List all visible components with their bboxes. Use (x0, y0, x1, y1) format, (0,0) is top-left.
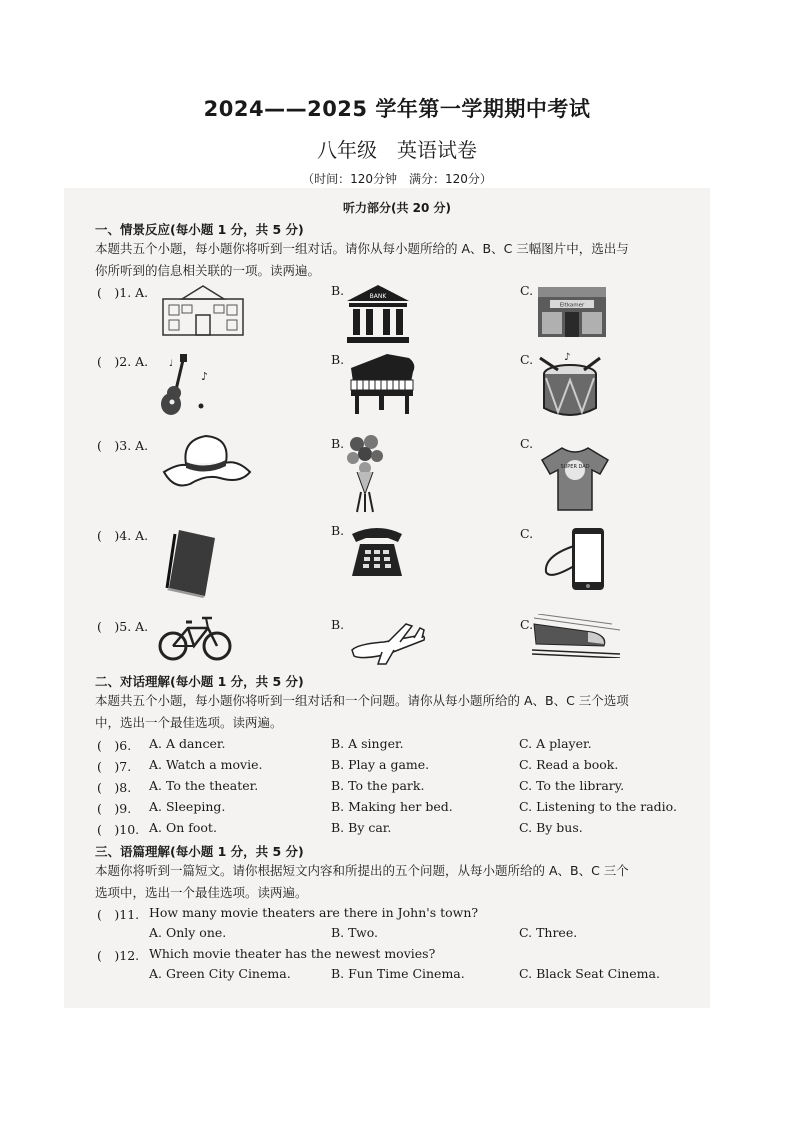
section1-instr-line2: 你所听到的信息相关联的一项。读两遍。 (95, 263, 321, 278)
q8-number: ( )8. (97, 780, 132, 795)
section3-instr-line1: 本题你将听到一篇短文。请你根据短文内容和所提出的五个问题，从每小题所给的 A、B、C 三个 (95, 863, 629, 878)
section3-instructions (95, 860, 695, 904)
q8-option-c[interactable]: C. To the library. (519, 778, 625, 793)
section1-heading: 一、情景反应(每小题 1 分，共 5 分) (95, 222, 304, 237)
bank-sign: BANK (369, 293, 387, 300)
shirt-text: SUPER DAD (560, 464, 590, 470)
q10-option-c[interactable]: C. By bus. (519, 820, 583, 835)
q12-question: Which movie theater has the newest movies? (149, 946, 436, 961)
q3-option-b-label: B. (331, 436, 345, 451)
q6-option-a[interactable]: A. A dancer. (149, 736, 226, 751)
section3-heading: 三、语篇理解(每小题 1 分，共 5 分) (95, 844, 304, 859)
q9-option-a[interactable]: A. Sleeping. (149, 799, 226, 814)
q6-number: ( )6. (97, 738, 132, 753)
q5-option-c-label: C. (520, 617, 534, 632)
telephone-icon[interactable] (348, 522, 406, 580)
q3-option-c-label: C. (520, 436, 534, 451)
exam-meta: （时间：120分钟 满分：120分） (302, 172, 492, 186)
q6-option-b[interactable]: B. A singer. (331, 736, 404, 751)
svg-text:♪: ♪ (201, 370, 209, 383)
q2-option-c-label: C. (520, 352, 534, 367)
part-heading: 听力部分(共 20 分) (342, 201, 452, 215)
q6-option-c[interactable]: C. A player. (519, 736, 592, 751)
store-front-icon[interactable] (536, 283, 608, 339)
q11-option-b[interactable]: B. Two. (331, 925, 379, 940)
q9-option-c[interactable]: C. Listening to the radio. (519, 799, 677, 814)
q8-option-a[interactable]: A. To the theater. (149, 778, 259, 793)
q1-number: ( )1. A. (97, 285, 149, 300)
q9-number: ( )9. (97, 801, 132, 816)
q3-number: ( )3. A. (97, 438, 149, 453)
airplane-icon[interactable] (348, 620, 428, 666)
guitar-icon[interactable] (155, 352, 215, 418)
q4-option-c-label: C. (520, 526, 534, 541)
section2-heading: 二、对话理解(每小题 1 分，共 5 分) (95, 674, 304, 689)
q8-option-b[interactable]: B. To the park. (331, 778, 425, 793)
drum-icon[interactable] (534, 348, 606, 424)
section2-instr-line1: 本题共五个小题，每小题你将听到一组对话和一个问题。请你从每小题所给的 A、B、C 三个选项 (95, 693, 629, 708)
school-building-icon[interactable] (160, 283, 246, 337)
q2-option-b-label: B. (331, 352, 345, 367)
store-sign: Eltkamer (559, 302, 585, 309)
q12-option-b[interactable]: B. Fun Time Cinema. (331, 966, 465, 981)
q12-option-a[interactable]: A. Green City Cinema. (149, 966, 291, 981)
q10-option-b[interactable]: B. By car. (331, 820, 392, 835)
q1-option-c-label: C. (520, 283, 534, 298)
section2-instructions (95, 690, 695, 734)
q12-number: ( )12. (97, 948, 140, 963)
q7-option-a[interactable]: A. Watch a movie. (149, 757, 263, 772)
book-icon[interactable] (163, 528, 223, 598)
flowers-icon[interactable] (345, 432, 385, 514)
section2-instr-line2: 中，选出一个最佳选项。读两遍。 (95, 715, 283, 730)
exam-subtitle: 八年级 英语试卷 (317, 138, 477, 162)
bicycle-icon[interactable] (158, 614, 232, 662)
section1-instr-line1: 本题共五个小题，每小题你将听到一组对话。请你从每小题所给的 A、B、C 三幅图片中，选出与 (95, 241, 629, 256)
q5-option-b-label: B. (331, 617, 345, 632)
t-shirt-icon[interactable] (540, 444, 610, 512)
q7-number: ( )7. (97, 759, 132, 774)
q2-number: ( )2. A. (97, 354, 149, 369)
q4-option-b-label: B. (331, 523, 345, 538)
q5-number: ( )5. A. (97, 619, 149, 634)
section3-instr-line2: 选项中，选出一个最佳选项。读两遍。 (95, 885, 308, 900)
q7-option-b[interactable]: B. Play a game. (331, 757, 430, 772)
q7-option-c[interactable]: C. Read a book. (519, 757, 619, 772)
svg-text:♩: ♩ (169, 359, 174, 369)
smartphone-icon[interactable] (536, 526, 612, 592)
q10-number: ( )10. (97, 822, 140, 837)
train-icon[interactable] (532, 614, 622, 658)
exam-title: 2024——2025 学年第一学期期中考试 (203, 97, 591, 121)
q11-option-a[interactable]: A. Only one. (149, 925, 227, 940)
hat-icon[interactable] (160, 432, 254, 492)
q11-question: How many movie theaters are there in John's town? (149, 905, 479, 920)
q11-option-c[interactable]: C. Three. (519, 925, 578, 940)
section1-instructions (95, 238, 695, 282)
q11-number: ( )11. (97, 907, 140, 922)
q10-option-a[interactable]: A. On foot. (149, 820, 217, 835)
q4-number: ( )4. A. (97, 528, 149, 543)
q9-option-b[interactable]: B. Making her bed. (331, 799, 453, 814)
bank-building-icon[interactable] (345, 283, 411, 345)
q12-option-c[interactable]: C. Black Seat Cinema. (519, 966, 660, 981)
q1-option-b-label: B. (331, 283, 345, 298)
piano-icon[interactable] (347, 348, 419, 418)
svg-text:♪: ♪ (564, 352, 571, 363)
